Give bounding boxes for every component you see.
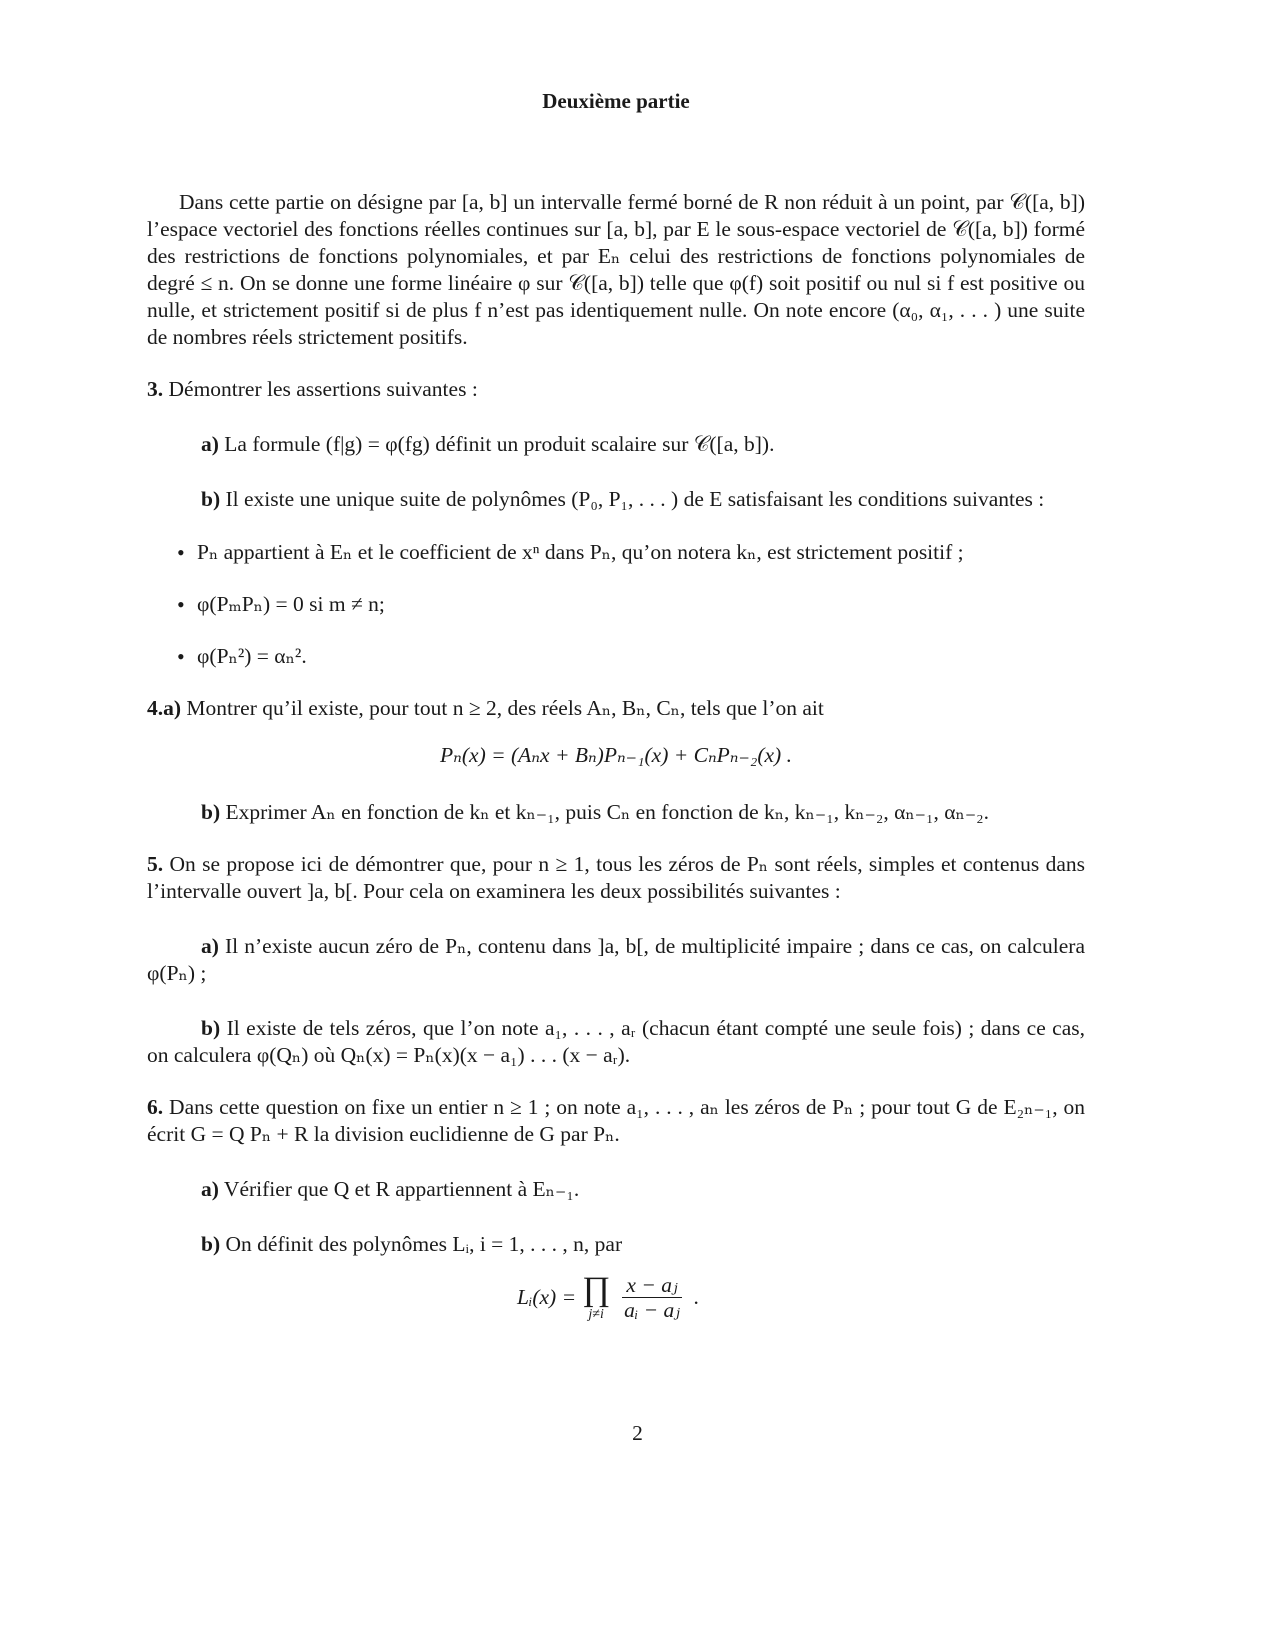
question-4b-label: b) (201, 800, 221, 824)
condition-item: • φ(PₘPₙ) = 0 si m ≠ n; (147, 591, 1085, 618)
question-6-number: 6. (147, 1095, 164, 1119)
question-4a-label: 4.a) (147, 696, 182, 720)
question-5a-text: Il n’existe aucun zéro de Pₙ, contenu dans ]a, b[, de multiplicité impaire ; dans ce cas, on calculera φ(Pₙ) ; (147, 934, 1085, 985)
question-6b (147, 1231, 1085, 1258)
question-5-text: On se propose ici de démontrer que, pour n ≥ 1, tous les zéros de Pₙ sont réels, simples et contenus dans l’intervalle ouvert ]a, b[. Pour cela on examinera les deux possibilités suivantes : (147, 852, 1085, 903)
question-5b-text: Il existe de tels zéros, que l’on note a₁, . . . , aᵣ (chacun étant compté une seule fois) ; dans ce cas, on calculera φ(Qₙ) où Qₙ(x) = Pₙ(x)(x − a₁) . . . (x − aᵣ). (147, 1016, 1086, 1067)
product-symbol (582, 1272, 610, 1322)
question-6b-text: On définit des polynômes Lᵢ, i = 1, . . . , n, par (225, 1232, 623, 1256)
question-6a (147, 1176, 1085, 1203)
question-6a-label: a) (201, 1177, 219, 1201)
question-3-text: Démontrer les assertions suivantes : (168, 377, 478, 401)
question-4b (147, 799, 1085, 826)
product-sign: ∏ (582, 1271, 611, 1308)
section-title: Deuxième partie (542, 89, 690, 113)
question-6a-text: Vérifier que Q et R appartiennent à Eₙ₋₁. (223, 1177, 580, 1201)
question-6b-label: b) (201, 1232, 221, 1256)
question-5-number: 5. (147, 852, 164, 876)
question-5a (147, 933, 1085, 987)
lagrange-formula (147, 1272, 1085, 1344)
lagrange-formula-body (517, 1272, 699, 1322)
question-5 (147, 851, 1085, 905)
question-5b (147, 1015, 1085, 1069)
question-4a (147, 695, 1085, 722)
question-3 (147, 376, 1085, 403)
page-number: 2 (632, 1421, 643, 1445)
question-4b-text: Exprimer Aₙ en fonction de kₙ et kₙ₋₁, puis Cₙ en fonction de kₙ, kₙ₋₁, kₙ₋₂, αₙ₋₁, αₙ₋₂. (225, 800, 990, 824)
question-3b (147, 486, 1085, 513)
question-4a-text: Montrer qu’il existe, pour tout n ≥ 2, des réels Aₙ, Bₙ, Cₙ, tels que l’on ait (186, 696, 824, 720)
condition-item: • φ(Pₙ²) = αₙ². (147, 643, 1085, 670)
question-3a-label: a) (201, 432, 219, 456)
document-page (147, 88, 1085, 1344)
fraction-numerator: x − aⱼ (622, 1273, 681, 1298)
question-5a-label: a) (201, 934, 219, 958)
product-index: j≠i (588, 1307, 604, 1322)
question-3b-label: b) (201, 487, 221, 511)
formula-end: . (693, 1284, 700, 1309)
condition-item: • Pₙ appartient à Eₙ et le coefficient de xⁿ dans Pₙ, qu’on notera kₙ, est strictement positif ; (147, 539, 1085, 566)
question-5b-label: b) (201, 1016, 221, 1040)
recurrence-formula: Pₙ(x) = (Aₙx + Bₙ)Pₙ₋₁(x) + CₙPₙ₋₂(x) . (440, 743, 792, 767)
question-6-text: Dans cette question on fixe un entier n ≥ 1 ; on note a₁, . . . , aₙ les zéros de Pₙ ; pour tout G de E₂ₙ₋₁, on écrit G = Q Pₙ + R la division euclidienne de G par Pₙ. (147, 1095, 1085, 1146)
question-3b-text: Il existe une unique suite de polynômes (P₀, P₁, . . . ) de E satisfaisant les conditions suivantes : (225, 487, 1045, 511)
intro-paragraph: Dans cette partie on désigne par [a, b] un intervalle fermé borné de R non réduit à un point, par 𝒞([a, b]) l’espace vectoriel des fonctions réelles continues sur [a, b], par E le sous-espace vectoriel de 𝒞([a, b]) formé des restrictions de fonctions polynomiales, et par Eₙ celui des restrictions de fonctions polynomiales de degré ≤ n. On se donne une forme linéaire φ sur 𝒞([a, b]) telle que φ(f) soit positif ou nul si f est positive ou nulle, et strictement positif si de plus f n’est pas identiquement nulle. On note encore (α₀, α₁, . . . ) une suite de nombres réels strictement positifs. (147, 190, 1085, 349)
question-3a (147, 431, 1085, 458)
conditions-list (147, 539, 1085, 670)
question-6 (147, 1094, 1085, 1148)
question-3a-text: La formule (f|g) = φ(fg) définit un produit scalaire sur 𝒞([a, b]). (224, 432, 775, 456)
formula-lhs: Lᵢ(x) = (517, 1284, 577, 1309)
fraction (620, 1273, 684, 1322)
fraction-denominator: aᵢ − aⱼ (624, 1297, 680, 1322)
question-3-number: 3. (147, 377, 164, 401)
